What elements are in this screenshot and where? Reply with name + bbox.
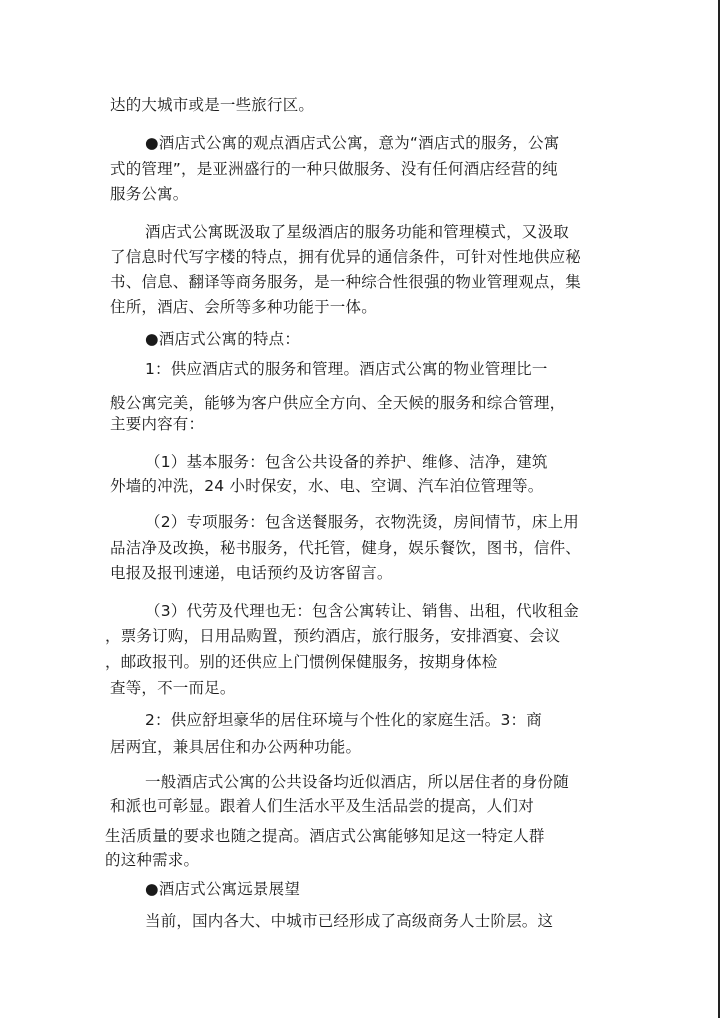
text-line: 查等，不一而足。	[110, 679, 236, 697]
text-line: 2：供应舒坦豪华的居住环境与个性化的家庭生活。3：商	[145, 711, 542, 729]
bullet-heading: ●酒店式公寓的观点酒店式公寓，意为“酒店式的服务，公寓	[145, 134, 560, 152]
text-line: 式的管理”，是亚洲盛行的一种只做服务、没有任何酒店经营的纯	[110, 160, 558, 178]
text-line: 电报及报刊速递，电话预约及访客留言。	[110, 564, 393, 582]
bullet-heading: ●酒店式公寓远景展望	[145, 880, 301, 898]
text-line: ，票务订购，日用品购置，预约酒店，旅行服务，安排酒宴、会议	[105, 627, 561, 645]
text-line: 一般酒店式公寓的公共设备均近似酒店，所以居住者的身份随	[145, 773, 569, 791]
text-line: 住所，酒店、会所等多种功能于一体。	[110, 298, 377, 316]
text-line: 品洁净及改换，秘书服务，代托管，健身，娱乐餐饮，图书，信件、	[110, 539, 582, 557]
text-line: 的这种需求。	[105, 851, 200, 869]
bullet-heading: ●酒店式公寓的特点：	[145, 330, 301, 348]
text-line: 主要内容有：	[110, 415, 205, 433]
text-line: 当前，国内各大、中城市已经形成了高级商务人士阶层。这	[145, 912, 554, 930]
text-line: 外墙的冲洗，24 小时保安，水、电、空调、汽车泊位管理等。	[110, 477, 544, 495]
text-line: （1）基本服务：包含公共设备的养护、维修、洁净，建筑	[145, 453, 548, 471]
text-line: 1：供应酒店式的服务和管理。酒店式公寓的物业管理比一	[145, 360, 548, 378]
text-line: 酒店式公寓既汲取了星级酒店的服务功能和管理模式，又汲取	[145, 223, 569, 241]
text-line: 书、信息、翻译等商务服务，是一种综合性很强的物业管理观点，集	[110, 273, 582, 291]
text-line: ，邮政报刊。别的还供应上门惯例保健服务，按期身体检	[105, 653, 498, 671]
text-line: 达的大城市或是一些旅行区。	[110, 96, 315, 114]
text-line: 了信息时代写字楼的特点，拥有优异的通信条件，可针对性地供应秘	[110, 248, 582, 266]
text-line: 和派也可彰显。跟着人们生活水平及生活品尝的提高，人们对	[110, 797, 534, 815]
text-line: （2）专项服务：包含送餐服务，衣物洗烫，房间情节，床上用	[145, 513, 579, 531]
text-line: 般公寓完美，能够为客户供应全方向、全天候的服务和综合管理，	[110, 394, 566, 412]
text-line: 居两宜，兼具居住和办公两种功能。	[110, 738, 362, 756]
text-line: （3）代劳及代理也无：包含公寓转让、销售、出租，代收租金	[145, 602, 579, 620]
text-line: 服务公寓。	[110, 185, 189, 203]
text-line: 生活质量的要求也随之提高。酒店式公寓能够知足这一特定人群	[105, 827, 545, 845]
